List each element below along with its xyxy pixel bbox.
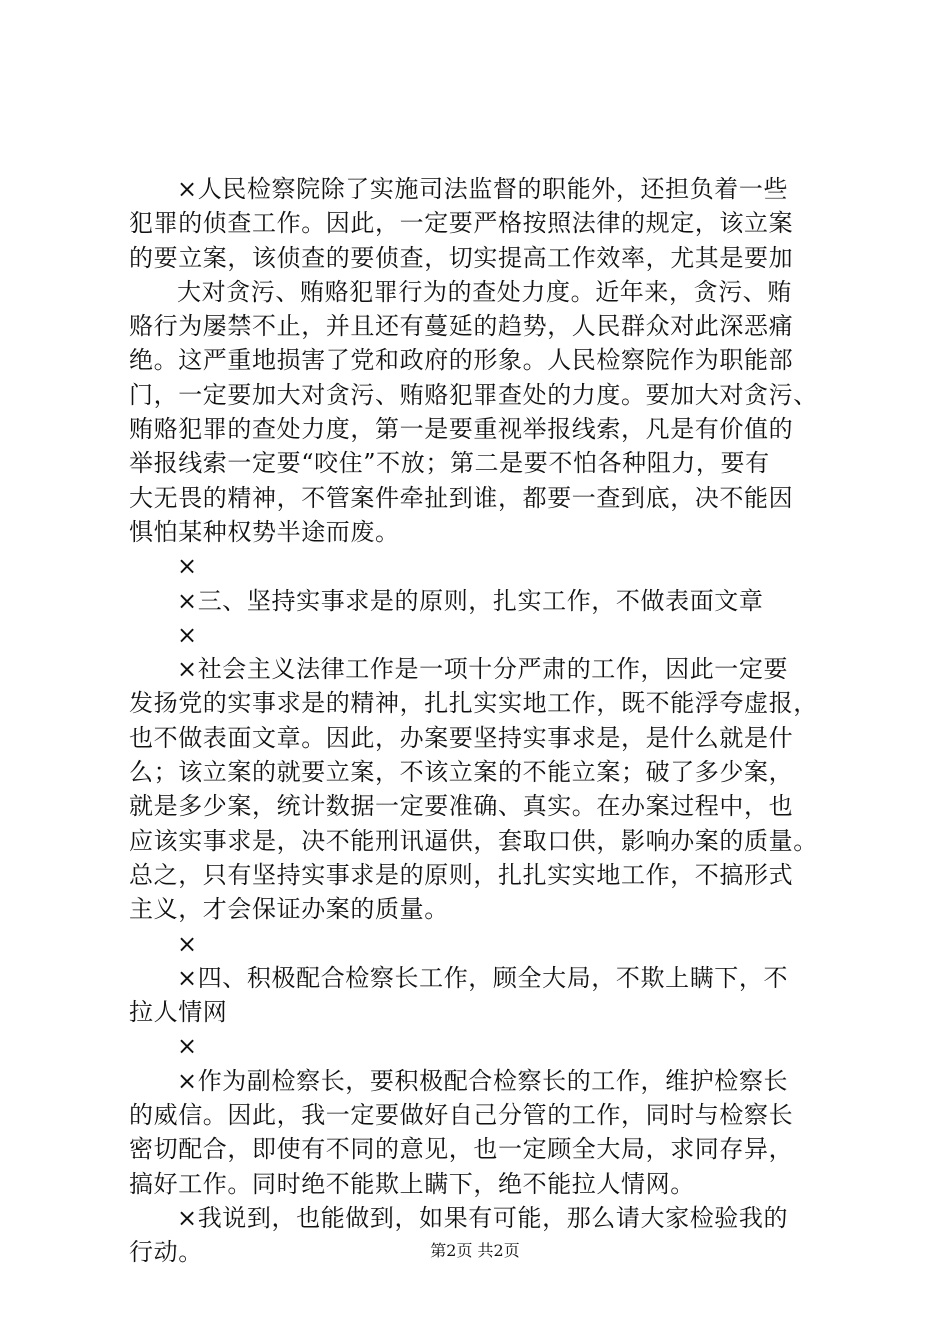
text-line: 大无畏的精神，不管案件牵扯到谁，都要一查到底，决不能因 [129,483,794,512]
text-line: 行动。 [129,1238,203,1267]
text-line: 主义，才会保证办案的质量。 [129,895,449,924]
text-line: × [177,552,198,581]
text-line: 总之，只有坚持实事求是的原则，扎扎实实地工作，不搞形式 [129,860,794,889]
text-line: 发扬党的实事求是的精神，扎扎实实地工作，既不能浮夸虚报， [129,689,818,718]
text-line: 密切配合，即使有不同的意见，也一定顾全大局，求同存异， [129,1135,794,1164]
text-line: × [177,1032,198,1061]
text-line: 么；该立案的就要立案，不该立案的不能立案；破了多少案， [129,758,794,787]
section-heading: ×三、坚持实事求是的原则，扎实工作，不做表面文章 [177,586,764,615]
section-heading-continued: 拉人情网 [129,998,228,1027]
text-line: 就是多少案，统计数据一定要准确、真实。在办案过程中，也 [129,792,794,821]
text-line: 举报线索一定要“咬住”不放；第二是要不怕各种阻力，要有 [129,449,770,478]
text-line: 绝。这严重地损害了党和政府的形象。人民检察院作为职能部 [129,346,794,375]
section-heading: ×四、积极配合检察长工作，顾全大局，不欺上瞒下，不 [177,963,789,992]
text-line: ×我说到，也能做到，如果有可能，那么请大家检验我的 [177,1203,789,1232]
text-line: 的要立案，该侦查的要侦查，切实提高工作效率，尤其是要加 [129,243,794,272]
text-line: 惧怕某种权势半途而废。 [129,517,400,546]
text-line: 门，一定要加大对贪污、贿赂犯罪查处的力度。要加大对贪污、 [129,380,818,409]
text-line: 贿赂犯罪的查处力度，第一是要重视举报线索，凡是有价值的 [129,415,794,444]
text-line: × [177,929,198,958]
text-line: ×人民检察院除了实施司法监督的职能外，还担负着一些 [177,175,789,203]
text-line: 搞好工作。同时绝不能欺上瞒下，绝不能拉人情网。 [129,1169,695,1198]
text-line: × [177,620,198,649]
text-line: ×社会主义法律工作是一项十分严肃的工作，因此一定要 [177,655,789,684]
text-line: 犯罪的侦查工作。因此，一定要严格按照法律的规定，该立案 [129,209,794,238]
text-line: ×作为副检察长，要积极配合检察长的工作，维护检察长 [177,1066,789,1095]
text-line: 赂行为屡禁不止，并且还有蔓延的趋势，人民群众对此深恶痛 [129,312,794,341]
page-number-footer: 第2页 共2页 [430,1241,520,1260]
text-line: 应该实事求是，决不能刑讯逼供，套取口供，影响办案的质量。 [129,826,818,855]
text-line: 的威信。因此，我一定要做好自己分管的工作，同时与检察长 [129,1101,794,1130]
text-line: 大对贪污、贿赂犯罪行为的查处力度。近年来，贪污、贿 [177,277,792,306]
document-body [129,172,829,1270]
text-line: 也不做表面文章。因此，办案要坚持实事求是，是什么就是什 [129,723,794,752]
